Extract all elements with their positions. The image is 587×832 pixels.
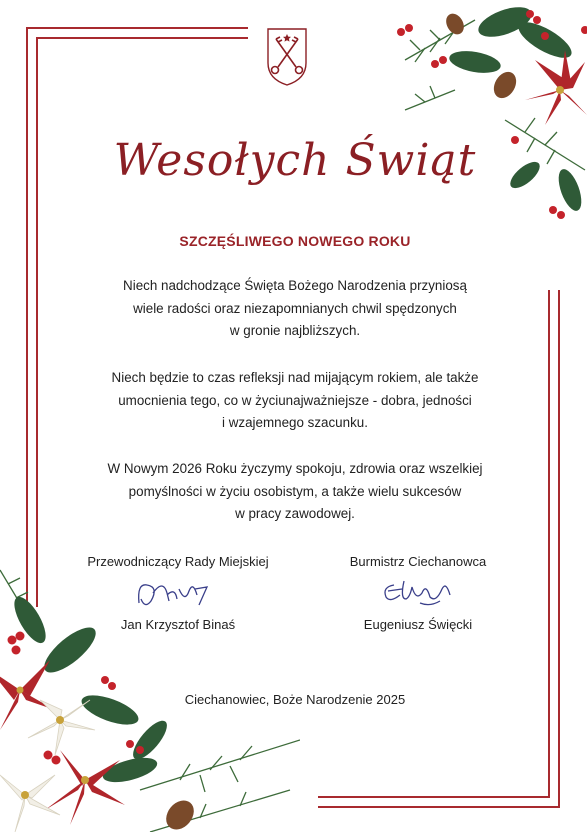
- frame-right-inner: [548, 290, 550, 798]
- paragraph-line: umocnienia tego, co w życiunajważniejsze - dobra, jedności: [118, 392, 472, 408]
- signatory-name-left: Jan Krzysztof Binaś: [120, 617, 236, 632]
- paragraph-line: pomyślności w życiu osobistym, a także wielu sukcesów: [128, 483, 462, 499]
- paragraph-line: W Nowym 2026 Roku życzymy spokoju, zdrowia oraz wszelkiej: [107, 461, 483, 476]
- paragraph-line: wiele radości oraz niezapomnianych chwil spędzonych: [133, 300, 457, 316]
- frame-top-inner: [36, 37, 248, 39]
- paragraph-wishes-1: [70, 275, 520, 343]
- paragraph-line: Niech nadchodzące Święta Bożego Narodzenia przyniosą: [123, 278, 467, 293]
- crossed-keys-crest-icon: [266, 27, 308, 87]
- signature-right: [380, 573, 460, 611]
- paragraph-line: i wzajemnego szacunku.: [222, 415, 368, 430]
- place-date: Ciechanowiec, Boże Narodzenie 2025: [184, 692, 406, 707]
- frame-bottom-outer: [318, 806, 560, 808]
- frame-right-outer: [558, 290, 560, 808]
- paragraph-line: w pracy zawodowej.: [235, 506, 355, 521]
- frame-top-outer: [26, 27, 248, 29]
- frame-left-outer: [26, 27, 28, 607]
- signature-left: [133, 575, 213, 611]
- greeting-title: Wesołych Świąt: [113, 135, 477, 186]
- frame-bottom-inner: [318, 796, 550, 798]
- paragraph-wishes-2: [70, 367, 520, 435]
- signatory-role-right: Burmistrz Ciechanowca: [349, 554, 487, 569]
- paragraph-line: w gronie najbliższych.: [229, 323, 361, 338]
- greeting-subtitle: SZCZĘŚLIWEGO NOWEGO ROKU: [179, 233, 411, 249]
- frame-left-inner: [36, 37, 38, 607]
- signatory-name-right: Eugeniusz Święcki: [363, 617, 473, 632]
- paragraph-wishes-3: [70, 458, 520, 526]
- paragraph-line: Niech będzie to czas refleksji nad mijającym rokiem, ale także: [111, 370, 479, 385]
- poinsettia-holly-pine-icon: [385, 0, 587, 235]
- signatory-role-left: Przewodniczący Rady Miejskiej: [87, 554, 269, 569]
